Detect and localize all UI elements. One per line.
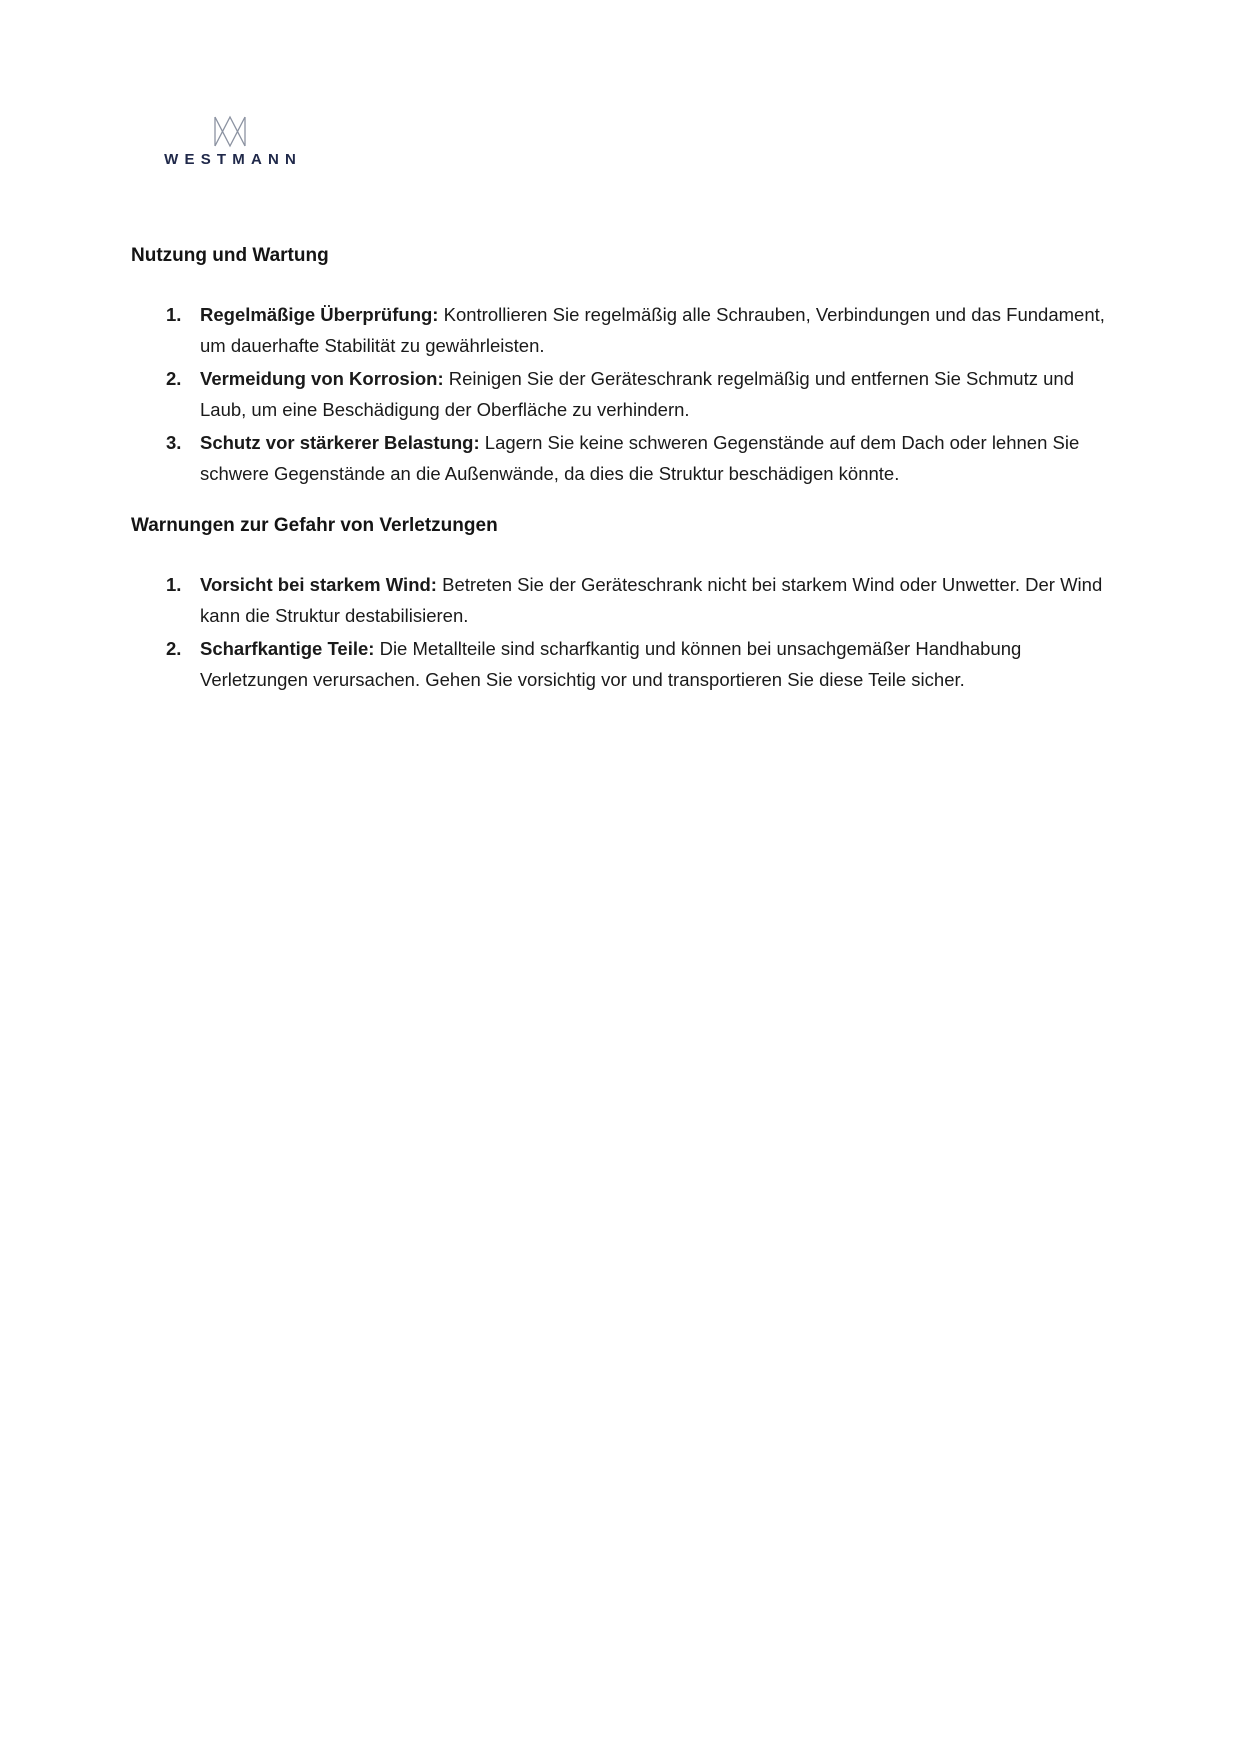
list-item-lead: Schutz vor stärkerer Belastung: [200, 432, 480, 453]
list-item-text [200, 299, 1112, 361]
section-heading-nutzung-und-wartung: Nutzung und Wartung [131, 245, 329, 266]
list-item-number: 1. [166, 574, 182, 595]
list-item [131, 363, 1112, 425]
list-item-number: 3. [166, 432, 182, 453]
list-item-number: 1. [166, 304, 182, 325]
list-item-text [200, 427, 1112, 489]
list-item-body: Betreten Sie der Geräteschrank nicht bei starkem Wind oder Unwetter. Der Wind kann die Struktur destabilisieren. [200, 574, 1103, 626]
brand-logo [157, 115, 303, 169]
list-item-body: Lagern Sie keine schweren Gegenstände auf dem Dach oder lehnen Sie schwere Gegenstände an die Außenwände, da dies die Struktur beschädigen könnte. [200, 432, 1080, 484]
list-item-body: Kontrollieren Sie regelmäßig alle Schrauben, Verbindungen und das Fundament, um dauerhafte Stabilität zu gewährleisten. [200, 304, 1105, 356]
list-item-text [200, 633, 1112, 695]
westmann-monogram-icon [213, 115, 247, 148]
list-item-number: 2. [166, 368, 182, 389]
list-item-text [200, 363, 1112, 425]
list-item [131, 569, 1112, 631]
warnings-list [131, 569, 1112, 695]
list-item-text [200, 569, 1112, 631]
list-item-body: Die Metallteile sind scharfkantig und können bei unsachgemäßer Handhabung Verletzungen verursachen. Gehen Sie vorsichtig vor und transportieren Sie diese Teile sicher. [200, 638, 1022, 690]
list-item-lead: Vermeidung von Korrosion: [200, 368, 444, 389]
list-item-lead: Vorsicht bei starkem Wind: [200, 574, 437, 595]
list-item-number: 2. [166, 638, 182, 659]
list-item [131, 427, 1112, 489]
list-item-lead: Regelmäßige Überprüfung: [200, 304, 439, 325]
list-item-lead: Scharfkantige Teile: [200, 638, 375, 659]
list-item-body: Reinigen Sie der Geräteschrank regelmäßig und entfernen Sie Schmutz und Laub, um eine Beschädigung der Oberfläche zu verhindern. [200, 368, 1074, 420]
section-heading-warnungen: Warnungen zur Gefahr von Verletzungen [131, 515, 498, 536]
list-item [131, 299, 1112, 361]
maintenance-list [131, 299, 1112, 489]
brand-name: WESTMANN [164, 151, 303, 168]
list-item [131, 633, 1112, 695]
